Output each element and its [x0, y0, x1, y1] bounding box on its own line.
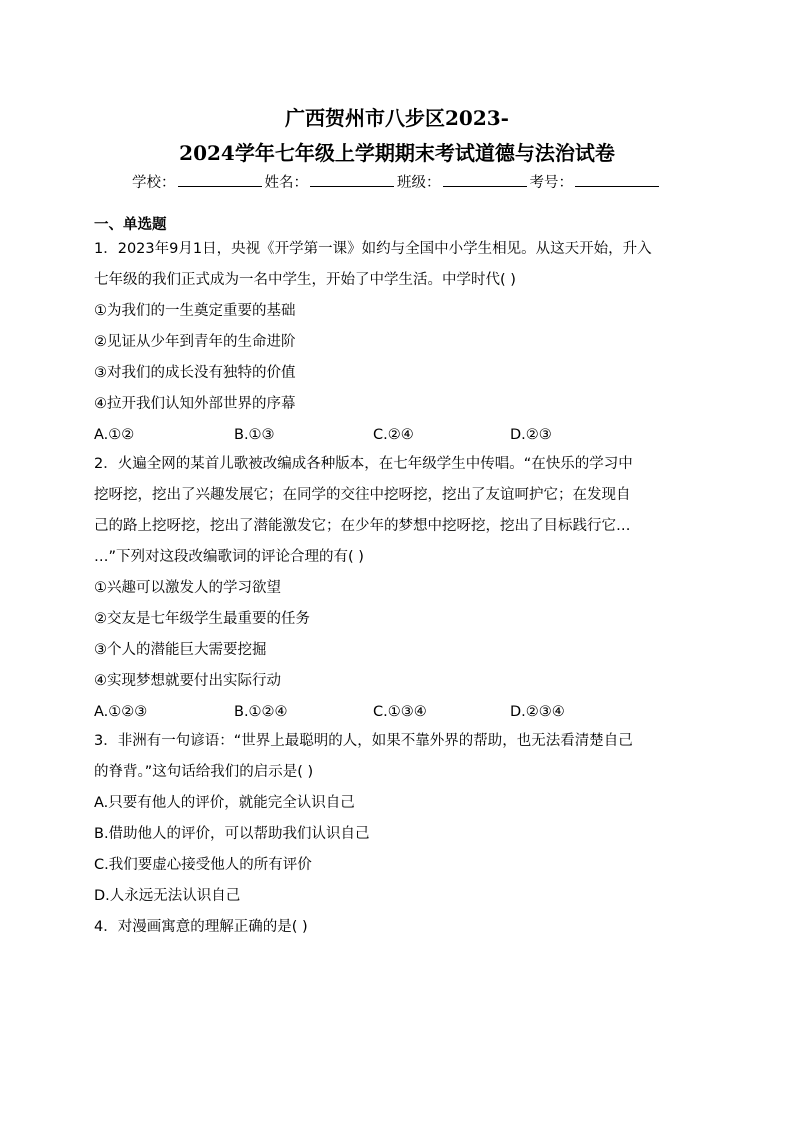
q2-option-d[interactable]: D.②③④: [510, 704, 565, 720]
q3-stem-line: 的脊背。”这句话给我们的启示是( ): [94, 764, 314, 780]
q2-options: [94, 702, 714, 722]
q3-option-d[interactable]: D.人永远无法认识自己: [94, 888, 241, 904]
class-blank[interactable]: [443, 174, 527, 187]
q1-option-a[interactable]: A.①②: [94, 427, 135, 443]
q1-stem-line: 七年级的我们正式成为一名中学生，开始了中学生活。中学时代( ): [94, 272, 516, 288]
q2-item: ①兴趣可以激发人的学习欲望: [94, 580, 281, 596]
q3-option-a[interactable]: A.只要有他人的评价，就能完全认识自己: [94, 795, 355, 811]
q4-stem-line: 4．对漫画寓意的理解正确的是( ): [94, 919, 308, 935]
q2-stem-line: …”下列对这段改编歌词的评论合理的有( ): [94, 549, 364, 565]
exam-no-blank[interactable]: [575, 174, 659, 187]
q1-stem-line: 1．2023年9月1日，央视《开学第一课》如约与全国中小学生相见。从这天开始，升入: [94, 241, 652, 257]
q2-item: ③个人的潜能巨大需要挖掘: [94, 642, 267, 658]
q2-option-b[interactable]: B.①②④: [234, 704, 288, 720]
name-blank[interactable]: [310, 174, 394, 187]
q1-item: ②见证从少年到青年的生命进阶: [94, 334, 296, 350]
q2-option-c[interactable]: C.①③④: [373, 704, 427, 720]
q3-stem-line: 3．非洲有一句谚语：“世界上最聪明的人，如果不靠外界的帮助，也无法看清楚自己: [94, 733, 633, 749]
q1-option-c[interactable]: C.②④: [373, 427, 414, 443]
q3-option-b[interactable]: B.借助他人的评价，可以帮助我们认识自己: [94, 826, 370, 842]
q1-options: [94, 425, 714, 445]
q2-stem-line: 己的路上挖呀挖，挖出了潜能激发它；在少年的梦想中挖呀挖，挖出了目标践行它…: [94, 518, 631, 534]
section-heading: 一、单选题: [94, 217, 167, 233]
q2-item: ④实现梦想就要付出实际行动: [94, 673, 281, 689]
q2-item: ②交友是七年级学生最重要的任务: [94, 611, 310, 627]
q1-item: ③对我们的成长没有独特的价值: [94, 365, 296, 381]
q1-option-d[interactable]: D.②③: [510, 427, 552, 443]
exam-title-line2: 2024学年七年级上学期期末考试道德与法治试卷: [179, 141, 615, 165]
q2-stem-line: 2．火遍全网的某首儿歌被改编成各种版本，在七年级学生中传唱。“在快乐的学习中: [94, 456, 633, 472]
q1-option-b[interactable]: B.①③: [234, 427, 275, 443]
q3-option-c[interactable]: C.我们要虚心接受他人的所有评价: [94, 857, 312, 873]
exam-no-label: 考号：: [529, 175, 573, 191]
q1-item: ④拉开我们认知外部世界的序幕: [94, 396, 296, 412]
student-info-row: [0, 171, 794, 192]
q2-stem-line: 挖呀挖，挖出了兴趣发展它；在同学的交往中挖呀挖，挖出了友谊呵护它；在发现自: [94, 487, 631, 503]
exam-title-line1: 广西贺州市八步区2023-: [285, 106, 509, 130]
class-label: 班级：: [397, 175, 441, 191]
school-label: 学校：: [132, 175, 176, 191]
q1-item: ①为我们的一生奠定重要的基础: [94, 303, 296, 319]
school-blank[interactable]: [178, 174, 262, 187]
name-label: 姓名：: [264, 175, 308, 191]
q2-option-a[interactable]: A.①②③: [94, 704, 148, 720]
